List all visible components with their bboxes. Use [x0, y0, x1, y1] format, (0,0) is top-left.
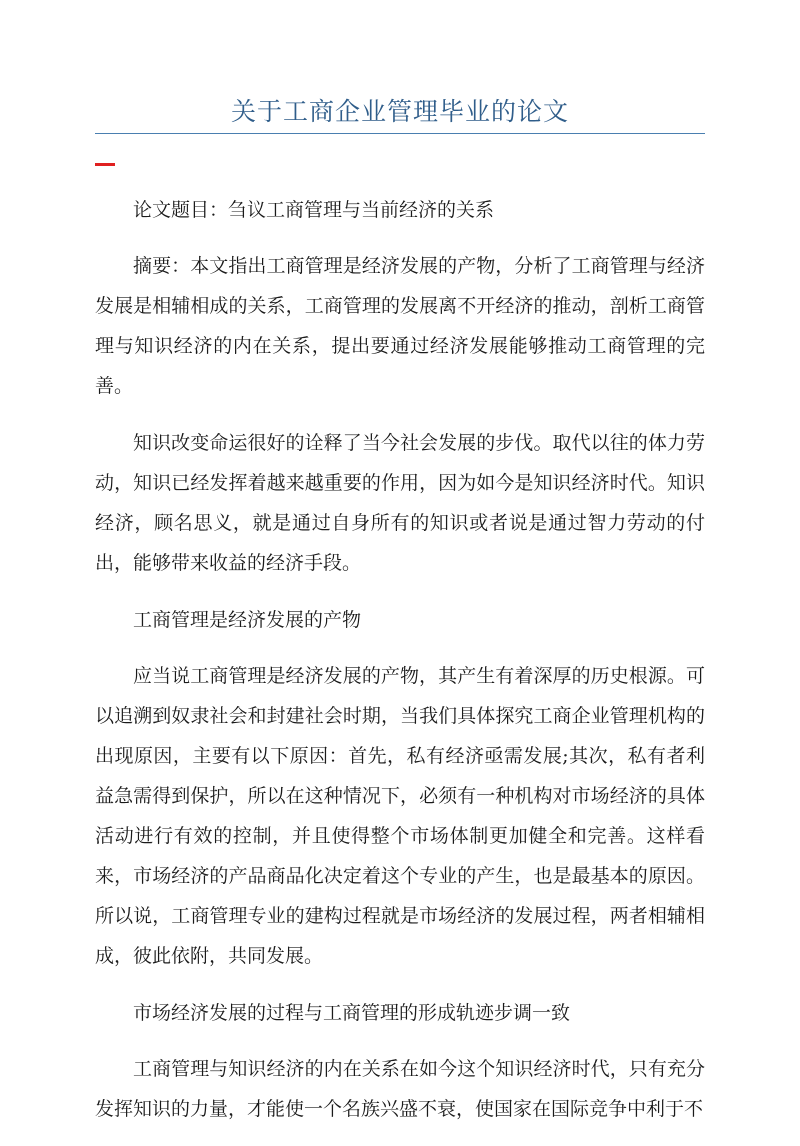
- section-1-paragraph: 应当说工商管理是经济发展的产物，其产生有着深厚的历史根源。可以追溯到奴隶社会和封建社会时期，当我们具体探究工商企业管理机构的出现原因，主要有以下原因：首先，私有经济亟需发展;其次，私有者利益急需得到保护，所以在这种情况下，必须有一种机构对市场经济的具体活动进行有效的控制，并且使得整个市场体制更加健全和完善。这样看来，市场经济的产品商品化决定着这个专业的产生，也是最基本的原因。所以说，工商管理专业的建构过程就是市场经济的发展过程，两者相辅相成，彼此依附，共同发展。: [95, 665, 705, 967]
- paper-topic: 论文题目：刍议工商管理与当前经济的关系: [133, 199, 495, 221]
- red-dash-mark: [95, 163, 115, 166]
- document-title: 关于工商企业管理毕业的论文: [230, 97, 569, 126]
- abstract-paragraph: 摘要：本文指出工商管理是经济发展的产物，分析了工商管理与经济发展是相辅相成的关系，工商管理的发展离不开经济的推动，剖析工商管理与知识经济的内在关系，提出要通过经济发展能够推动工商管理的完善。: [95, 255, 705, 397]
- intro-paragraph: 知识改变命运很好的诠释了当今社会发展的步伐。取代以往的体力劳动，知识已经发挥着越来越重要的作用，因为如今是知识经济时代。知识经济，顾名思义，就是通过自身所有的知识或者说是通过智力劳动的付出，能够带来收益的经济手段。: [95, 432, 705, 574]
- document-body: [95, 190, 705, 1146]
- title-underline: [95, 133, 705, 134]
- section-2-paragraph: 工商管理与知识经济的内在关系在如今这个知识经济时代，只有充分发挥知识的力量，才能使一个名族兴盛不衰，使国家在国际竞争中利于不: [95, 1058, 705, 1120]
- section-heading-2: 市场经济发展的过程与工商管理的形成轨迹步调一致: [133, 1002, 571, 1024]
- section-heading-1: 工商管理是经济发展的产物: [133, 609, 362, 631]
